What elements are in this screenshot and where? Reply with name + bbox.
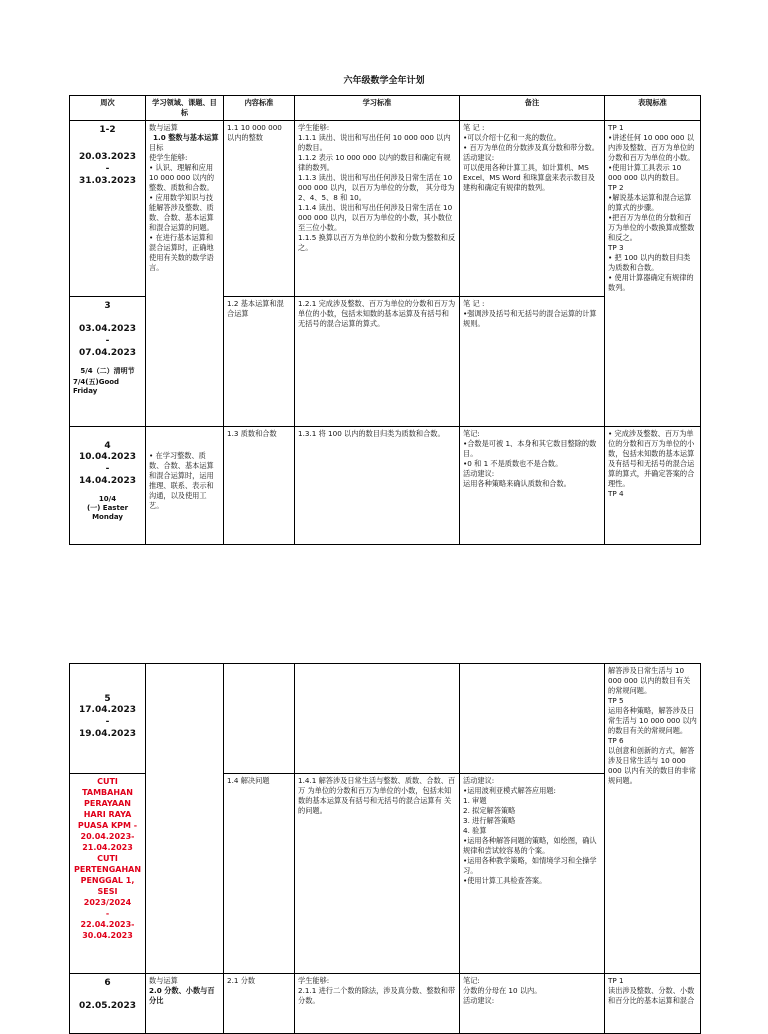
table-row (70, 121, 701, 297)
week-date: - (105, 336, 110, 346)
notes-cell (460, 664, 605, 774)
week-date: - (105, 717, 110, 727)
cell-line: 以创意和创新的方式，解答涉及日常生活与 10 000 000 以内有关的数目的非常规问题。 (608, 746, 696, 785)
week-date: 03.04.2023 (79, 324, 136, 334)
header-week: 周次 (70, 96, 146, 121)
notes-cell (460, 427, 605, 545)
holiday-line: CUTI TAMBAHAN PERAYAAN HARI RAYA PUASA KPM - (77, 777, 138, 830)
cell-line: 笔 记 : (463, 123, 485, 132)
week-date: 17.04.2023 (79, 705, 136, 715)
performance-standard-cell (605, 427, 701, 545)
cell-line: 1.3.1 将 100 以内的数目归类为质数和合数。 (298, 429, 445, 438)
week-number: 5 (104, 694, 111, 704)
cell-line: 2. 拟定解答策略 (463, 806, 516, 815)
topic-cell (146, 974, 224, 1034)
week-date: 20.03.2023 (79, 152, 136, 162)
week-date: 19.04.2023 (79, 729, 136, 739)
week-date: 10.04.2023 (79, 452, 136, 462)
cell-line: 运用各种策略来确认质数和合数。 (463, 479, 571, 488)
cell-line: 1.4.1 解答涉及日常生活与整数、质数、合数、百万 为单位的分数和百万为单位的小数，包括未知 数的基本运算及有括号和无括号的混合运算有 关的问题。 (298, 776, 456, 815)
learning-standard-cell (295, 774, 460, 974)
cell-line: •使用计算工具表示 10 000 000 以内的数目。 (608, 163, 684, 182)
cell-line: •运用波利亚模式解答应用题: (463, 786, 556, 795)
header-notes: 备注 (460, 96, 605, 121)
page-title: 六年级数学全年计划 (343, 76, 425, 86)
cell-line: TP 1 (608, 976, 624, 985)
content-standard-cell (224, 974, 295, 1034)
cell-line: • 应用数学知识与技能解答涉及整数、质数、合数、基本运算和混合运算的问题。 (149, 193, 214, 232)
learning-standard-cell (295, 297, 460, 427)
performance-standard-cell (605, 664, 701, 974)
cell-line: 1.0 整数与基本运算 (153, 133, 219, 142)
holiday-cell (70, 774, 146, 974)
cell-line: TP 1 (608, 123, 624, 132)
cell-line: 学生能够: (298, 976, 330, 985)
week-date: 14.04.2023 (79, 476, 136, 486)
notes-cell (460, 297, 605, 427)
cell-line: 活动建议: (463, 776, 495, 785)
week-cell (70, 664, 146, 774)
week-cell (70, 974, 146, 1034)
cell-line: 数与运算 (149, 976, 178, 985)
header-topic: 学习领域、课题、目标 (146, 96, 224, 121)
holiday-note: 7/4(五)Good Friday (73, 378, 120, 395)
content-standard-cell (224, 774, 295, 974)
cell-line: 1. 审题 (463, 796, 487, 805)
cell-line: •运用各种教学策略，如情境学习和全操学习。 (463, 856, 597, 875)
cell-line: TP 6 (608, 736, 624, 745)
cell-line: • 百万为单位的分数涉及真分数和带分数。 (463, 143, 599, 152)
cell-line: •0 和 1 不是质数也不是合数。 (463, 459, 563, 468)
performance-standard-cell (605, 974, 701, 1034)
learning-standard-cell (295, 664, 460, 774)
week-date: - (105, 164, 110, 174)
content-standard-cell (224, 664, 295, 774)
cell-line: •使用计算工具检查答案。 (463, 876, 547, 885)
cell-line: 1.4 解决问题 (227, 776, 270, 785)
cell-line: 1.1 10 000 000 以内的整数 (227, 123, 285, 142)
notes-cell (460, 974, 605, 1034)
week-cell (70, 427, 146, 545)
cell-line: 可以使用各种计算工具，如计算机、MS Excel、MS Word 和珠算盘来表示数目及建构和确定有规律的数列。 (463, 163, 595, 192)
learning-standard-cell (295, 427, 460, 545)
cell-line: 数与运算 (149, 123, 178, 132)
table-row (70, 974, 701, 1034)
content-standard-cell (224, 297, 295, 427)
cell-line: • 使用计算器确定有规律的数列。 (608, 273, 694, 292)
header-performance-standard: 表现标准 (605, 96, 701, 121)
plan-table-top (69, 95, 701, 545)
table-row (70, 664, 701, 774)
cell-line: 1.2 基本运算和混合运算 (227, 299, 284, 318)
week-cell (70, 121, 146, 297)
header-content-standard: 内容标准 (224, 96, 295, 121)
week-date: - (105, 464, 110, 474)
week-cell (70, 297, 146, 427)
notes-cell (460, 774, 605, 974)
week-number: 6 (104, 978, 111, 988)
holiday-line: 22.04.2023- (80, 920, 135, 929)
cell-line: 3. 进行解答策略 (463, 816, 516, 825)
cell-line: • 在进行基本运算和混合运算时，正确地使用有关数的数学语言。 (149, 233, 214, 272)
cell-line: 2.1 分数 (227, 976, 256, 985)
cell-line: • 认识、理解和应用 10 000 000 以内的整数、质数和合数。 (149, 163, 216, 192)
performance-standard-cell (605, 121, 701, 427)
cell-line: 2.0 分数、小数与百分比 (149, 986, 215, 1005)
cell-line: •把百万为单位的分数和百万为单位的小数换算成整数和反之。 (608, 213, 695, 242)
cell-line: •合数是可被 1、本身和其它数目整除的数目。 (463, 439, 597, 458)
cell-line: •可以介绍十亿和一兆的数位。 (463, 133, 561, 142)
topic-cell (146, 121, 224, 427)
cell-line: 1.1.3 读出、说出和写出任何涉及日常生活在 10 000 000 以内，以百万为单位的分数， 其分母为 2、4、5、8 和 10。 (298, 173, 457, 202)
cell-line: • 在学习整数、质数、合数、基本运算和混合运算时，运用推理、联系、表示和沟通，以及使用工艺。 (149, 451, 214, 510)
holiday-note: 5/4（二）清明节 (80, 367, 135, 375)
holiday-note: 10/4 (98, 495, 117, 503)
holiday-line: 21.04.2023 (82, 843, 133, 852)
week-date: 07.04.2023 (79, 348, 136, 358)
week-number: 4 (104, 441, 111, 451)
table-row (70, 427, 701, 545)
content-standard-cell (224, 121, 295, 297)
holiday-line: CUTI PERTENGAHAN PENGGAL 1, SESI 2023/2024 (73, 854, 142, 907)
cell-line: 解答涉及日常生活与 10 000 000 以内的数目有关的常规问题。 (608, 666, 691, 695)
cell-line: TP 5 (608, 696, 624, 705)
cell-line: 1.3 质数和合数 (227, 429, 277, 438)
cell-line: 笔记: (463, 976, 480, 985)
holiday-line: 30.04.2023 (82, 931, 133, 940)
plan-table-bottom (69, 663, 701, 1034)
cell-line: 分数的分母在 10 以内。 (463, 986, 542, 995)
cell-line: •解说基本运算和混合运算的算式的步骤。 (608, 193, 692, 212)
cell-line: 4. 验算 (463, 826, 487, 835)
cell-line: 学生能够: (298, 123, 330, 132)
header-row (70, 96, 701, 121)
week-number: 1-2 (99, 125, 116, 135)
cell-line: 1.2.1 完成涉及整数、百万为单位的分数和百万为单位的小数，包括未知数的基本运算及有括号和无括号的混合运算的算式。 (298, 299, 456, 328)
cell-line: TP 3 (608, 243, 624, 252)
cell-line: 2.1.1 进行二个数的除法，涉及真分数、整数和带分数。 (298, 986, 456, 1005)
holiday-line: 20.04.2023- (80, 832, 135, 841)
cell-line: 运用各种策略，解答涉及日常生活与 10 000 000 以内的数目有关的常规问题。 (608, 706, 697, 735)
cell-line: • 完成涉及整数、百万为单位的分数和百万为单位的小数，包括未知数的基本运算及有括号和无括号的混合运算的算式，并确定答案的合理性。 (608, 429, 695, 488)
cell-line: 1.1.5 换算以百万为单位的小数和分数为整数和反之。 (298, 233, 456, 252)
cell-line: •运用各种解答问题的策略，如绘图，确认规律和尝试较容易的个案。 (463, 836, 597, 855)
cell-line: 1.1.1 读出、说出和写出任何 10 000 000 以内的数目。 (298, 133, 451, 152)
topic-cell (146, 664, 224, 974)
cell-line: 笔记: (463, 429, 480, 438)
cell-line: 读出涉及整数、分数、小数和百分比的基本运算和混合 (608, 986, 695, 1005)
cell-line: •讲述任何 10 000 000 以内涉及整数、百万为单位的分数和百万为单位的小数。 (608, 133, 695, 162)
cell-line: 笔 记 : (463, 299, 485, 308)
cell-line: TP 2 (608, 183, 624, 192)
cell-line: 目标 (149, 143, 164, 152)
content-standard-cell (224, 427, 295, 545)
cell-line: 使学生能够: (149, 153, 188, 162)
learning-standard-cell (295, 121, 460, 297)
cell-line: 活动建议: (463, 996, 495, 1005)
notes-cell (460, 121, 605, 297)
topic-cell (146, 427, 224, 545)
cell-line: 活动建议: (463, 469, 495, 478)
week-date: 02.05.2023 (79, 1001, 136, 1011)
cell-line: 1.1.4 读出、说出和写出任何涉及日常生活在 10 000 000 以内，以百万为单位的小数，其小数位至三位小数。 (298, 203, 455, 232)
week-date: 31.03.2023 (79, 176, 136, 186)
holiday-line: - (105, 909, 110, 918)
cell-line: 1.1.2 表示 10 000 000 以内的数目和确定有规律的数列。 (298, 153, 451, 172)
cell-line: •强调涉及括号和无括号的混合运算的计算规则。 (463, 309, 597, 328)
cell-line: • 把 100 以内的数目归类为质数和合数。 (608, 253, 691, 272)
cell-line: TP 4 (608, 489, 624, 498)
holiday-note: (一) Easter Monday (86, 504, 129, 521)
week-number: 3 (104, 301, 111, 311)
cell-line: 活动建议: (463, 153, 495, 162)
learning-standard-cell (295, 974, 460, 1034)
header-learning-standard: 学习标准 (295, 96, 460, 121)
